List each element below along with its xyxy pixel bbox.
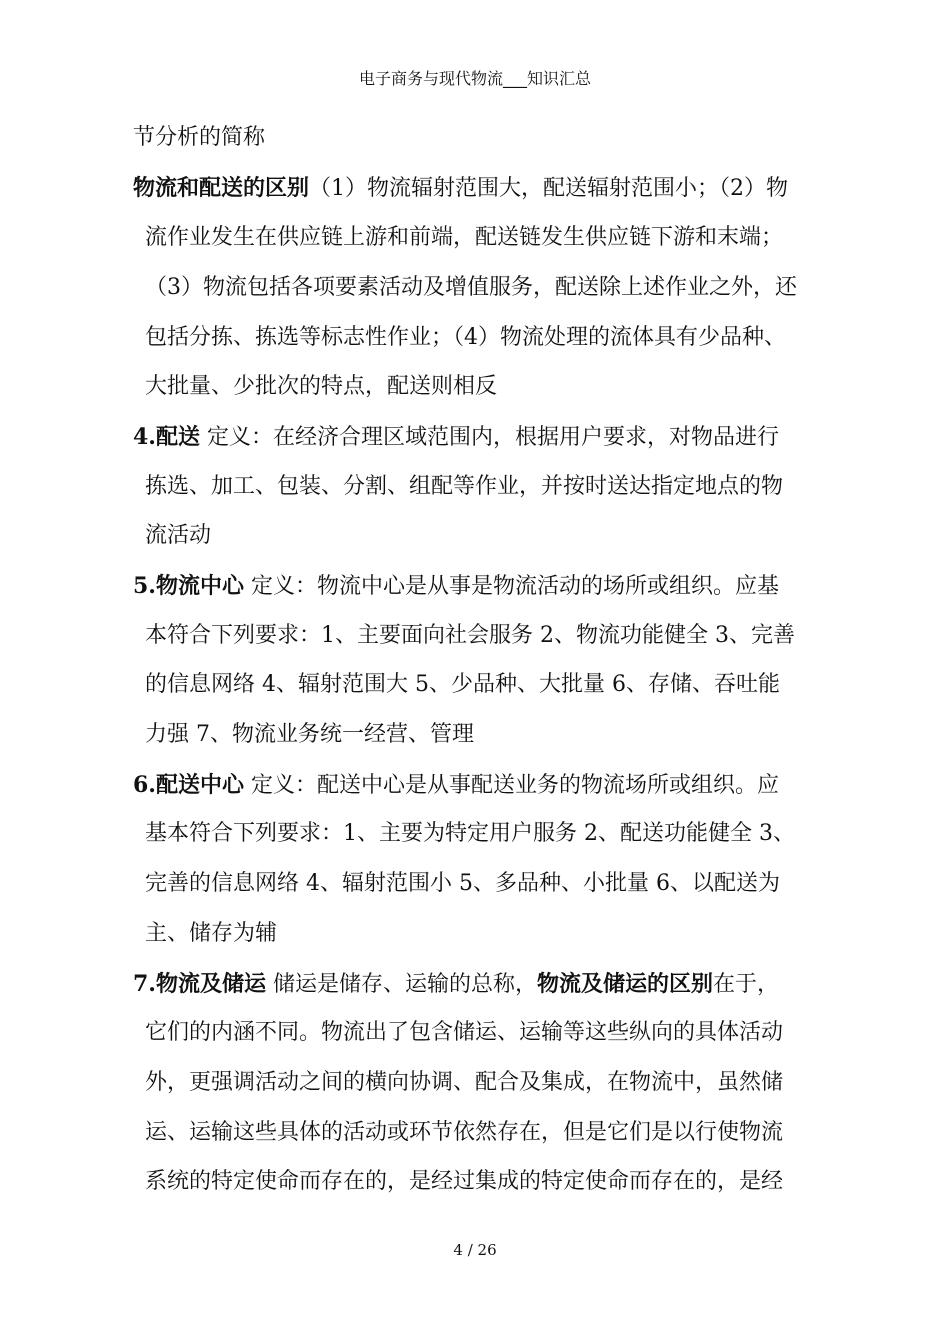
text-line (133, 422, 779, 453)
line-text: 本符合下列要求：1、主要面向社会服务 2、物流功能健全 3、完善 (145, 623, 795, 648)
line-text: （1）物流辐射范围大，配送辐射范围小；（2）物 (309, 176, 789, 201)
text-line (133, 123, 265, 153)
line-text: 定义：物流中心是从事是物流活动的场所或组织。应基 (243, 574, 779, 599)
line-text: 在于， (712, 972, 779, 997)
term-heading: 6.配送中心 (133, 772, 244, 798)
text-line (145, 1167, 783, 1197)
text-line (145, 919, 277, 949)
text-line (145, 223, 783, 253)
page-separator: / (467, 1241, 473, 1259)
text-line (145, 1118, 783, 1148)
text-line (145, 323, 786, 353)
line-text: 流活动 (145, 523, 212, 548)
line-text: 完善的信息网络 4、辐射范围小 5、多品种、小批量 6、以配送为 (145, 871, 780, 896)
text-line (133, 571, 779, 602)
term-heading: 4.配送 (133, 424, 200, 450)
line-text: 基本符合下列要求：1、主要为特定用户服务 2、配送功能健全 3、 (145, 821, 795, 846)
text-line (145, 273, 797, 303)
page-header: 电子商务与现代物流___知识汇总 (358, 69, 591, 88)
term-heading: 物流和配送的区别 (133, 175, 310, 201)
current-page: 4 (453, 1241, 463, 1259)
text-line (145, 720, 474, 750)
line-text: 储运是储存、运输的总称， (265, 972, 537, 997)
term-heading: 7.物流及储运 (133, 971, 266, 997)
text-line (145, 819, 795, 849)
line-text: 的信息网络 4、辐射范围大 5、少品种、大批量 6、存储、吞吐能 (145, 672, 780, 697)
line-text: 运、运输这些具体的活动或环节依然存在，但是它们是以行使物流 (145, 1120, 784, 1145)
line-text: 流作业发生在供应链上游和前端，配送链发生供应链下游和末端； (145, 225, 784, 250)
text-line (145, 472, 783, 502)
line-text: 定义：配送中心是从事配送业务的物流场所或组织。应 (243, 773, 779, 798)
line-text: （3）物流包括各项要素活动及增值服务，配送除上述作业之外，还 (145, 275, 797, 300)
line-text: 它们的内涵不同。物流出了包含储运、运输等这些纵向的具体活动 (145, 1020, 784, 1045)
line-text: 力强 7、物流业务统一经营、管理 (145, 722, 474, 747)
line-text: 系统的特定使命而存在的，是经过集成的特定使命而存在的，是经 (145, 1169, 784, 1194)
text-line (133, 173, 788, 204)
text-line (145, 869, 780, 899)
text-line (145, 1068, 783, 1098)
line-text: 拣选、加工、包装、分割、组配等作业，并按时送达指定地点的物 (145, 474, 784, 499)
line-text: 主、储存为辅 (145, 921, 278, 946)
text-line (145, 621, 795, 651)
text-line (145, 1018, 783, 1048)
line-text: 大批量、少批次的特点，配送则相反 (145, 374, 498, 399)
text-line (133, 770, 779, 801)
text-line (145, 521, 211, 551)
line-text: 包括分拣、拣选等标志性作业；（4）物流处理的流体具有少品种、 (145, 325, 786, 350)
line-text: 节分析的简称 (133, 125, 266, 150)
page-number (0, 1241, 950, 1259)
line-text: 定义：在经济合理区域范围内，根据用户要求，对物品进行 (199, 425, 779, 450)
text-line (145, 372, 497, 402)
text-line (133, 969, 779, 1000)
line-text: 外，更强调活动之间的横向协调、配合及集成，在物流中，虽然储 (145, 1070, 784, 1095)
term-emphasis: 物流及储运的区别 (536, 971, 713, 997)
text-line (145, 670, 780, 700)
total-pages: 26 (477, 1241, 497, 1259)
term-heading: 5.物流中心 (133, 573, 244, 599)
